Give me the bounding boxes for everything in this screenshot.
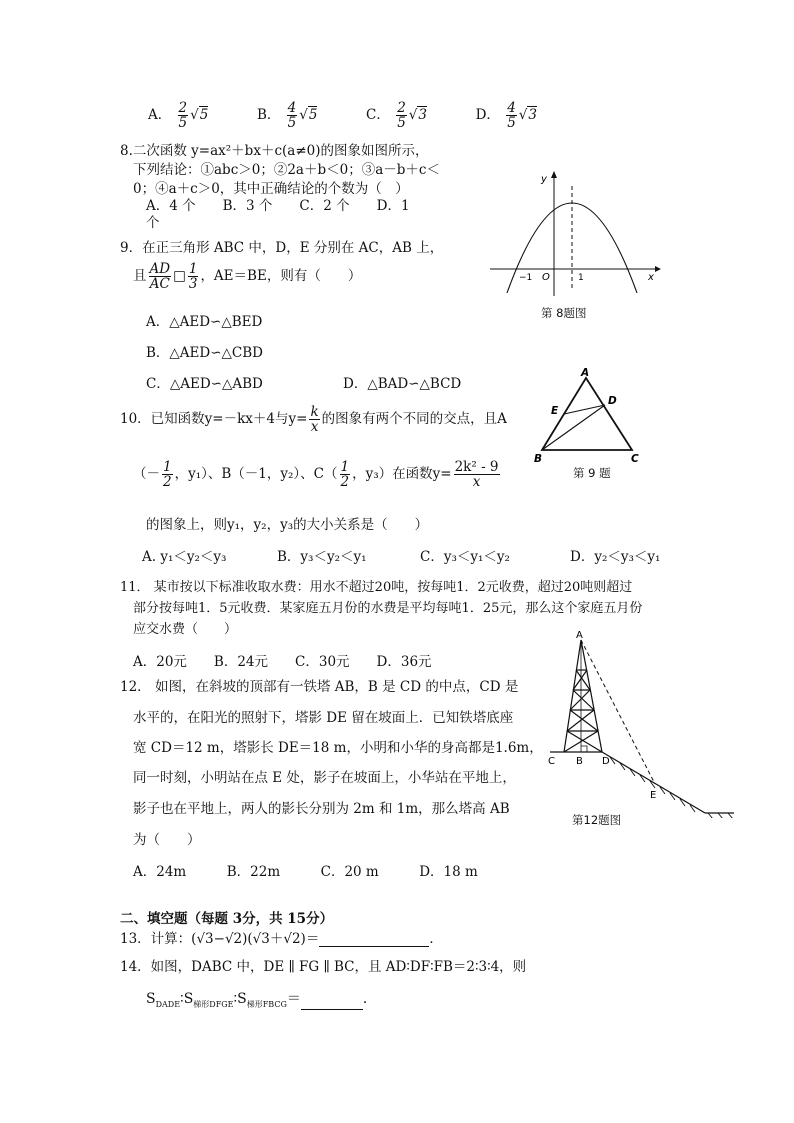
q10-k-over-x — [309, 405, 319, 434]
ratio-sep: ∶ — [233, 991, 238, 1007]
frac-den: 5 — [178, 115, 188, 132]
frac-num: 1 — [188, 261, 198, 277]
q9-pre: 且 — [133, 268, 147, 285]
origin-label: O — [542, 272, 550, 283]
tick-label-neg1: −1 — [519, 273, 533, 283]
q7-options — [148, 101, 537, 130]
q10-option-b: B．y₃＜y₂＜y₁ — [277, 549, 367, 565]
q9-box-glyph: □ — [173, 268, 186, 285]
q8-options-tail: 个 — [146, 215, 160, 231]
sqrt-sign: √ — [190, 107, 199, 124]
q7-option-d-label: D． — [475, 107, 500, 124]
frac-den: AC — [149, 276, 170, 293]
frac-num: 4 — [507, 100, 516, 116]
x-axis-label: x — [648, 272, 654, 283]
frac-den: x — [472, 474, 481, 491]
q10-option-c: C．y₃＜y₁＜y₂ — [420, 549, 510, 565]
y-axis-label: y — [541, 174, 547, 185]
q7-option-c-frac — [396, 101, 407, 130]
q8-line1: 8.二次函数 y=ax²＋bx＋c(a≠0)的图象如图所示， — [120, 143, 429, 159]
sqrt-sign: √ — [299, 107, 308, 124]
q12-tower-figure — [540, 628, 740, 818]
frac-den: 2 — [340, 474, 350, 491]
q9-line2 — [133, 262, 361, 291]
slope-line — [602, 752, 705, 813]
area-symbol: S — [146, 991, 156, 1007]
q10-option-d: D．y₂＜y₃＜y₁ — [570, 549, 661, 565]
q8-figure-caption: 第 8题图 — [541, 306, 587, 320]
vertex-e-label: E — [551, 405, 559, 417]
area-subscript-fbcg: 梯形FBCG — [246, 999, 287, 1009]
tick-label-1: 1 — [578, 273, 584, 283]
q7-option-a-frac — [178, 101, 189, 130]
q12-line4: 同一时刻，小明站在点 E 处，影子在坡面上，小华站在平地上， — [133, 770, 516, 786]
right-angle-mark — [581, 746, 587, 752]
area-subscript-dfge: 梯形DFGE — [193, 999, 234, 1009]
q10-line2 — [133, 460, 502, 489]
frac-den: 3 — [188, 276, 198, 293]
equals-sign: ＝ — [286, 991, 301, 1007]
q12-figure-caption: 第12题图 — [572, 813, 622, 827]
q12-line6: 为（ ） — [133, 832, 201, 848]
sqrt-sign: √ — [408, 107, 418, 124]
frac-num: 2k² - 9 — [454, 459, 499, 475]
q8-options: A．4 个 B．3 个 C．2 个 D．1 — [146, 198, 410, 214]
q10-part-b: ，y₁）、B（－1，y₂）、C（ — [174, 466, 338, 483]
q14-answer-blank[interactable] — [301, 1009, 363, 1010]
frac-den: 2 — [163, 474, 172, 491]
point-b-label: B — [576, 756, 583, 767]
frac-num: k — [310, 404, 319, 420]
q10-half-frac — [162, 460, 173, 489]
q9-figure-caption: 第 9 题 — [573, 466, 611, 480]
q9-value-frac — [188, 262, 199, 291]
q10-function-frac — [454, 460, 500, 489]
vertex-d-label: D — [608, 395, 617, 407]
q14-end: ． — [362, 991, 377, 1007]
sqrt-radicand: 5 — [308, 107, 318, 124]
q7-option-b-frac — [287, 101, 298, 130]
frac-den: 5 — [397, 115, 406, 132]
vertex-b-label: B — [534, 453, 543, 464]
q7-option-c-label: C． — [366, 107, 390, 124]
tower-structure — [564, 640, 602, 752]
frac-num: 4 — [287, 100, 297, 116]
point-d-label: D — [602, 756, 610, 767]
q8-line2: 下列结论：①abc＞0；②2a＋b＜0；③a－b＋c＜ — [133, 162, 440, 178]
q7-option-b-label: B． — [256, 107, 281, 124]
sqrt-radicand: 3 — [418, 107, 427, 124]
area-symbol: S — [183, 991, 194, 1007]
slope-hatching — [610, 757, 733, 818]
frac-num: 2 — [178, 100, 188, 116]
point-e-label: E — [650, 790, 657, 801]
q12-line3: 宽 CD＝12 m，塔影长 DE＝18 m，小明和小华的身高都是1.6m， — [133, 740, 543, 756]
frac-num: 2 — [397, 100, 406, 116]
q10-part-c: ，y₃）在函数y= — [352, 466, 452, 483]
q13-line — [120, 927, 443, 947]
q10-half-frac-2 — [340, 460, 351, 489]
q10-post: 的图象有两个不同的交点，且A — [321, 411, 507, 428]
point-a-label: A — [576, 630, 583, 641]
ratio-sep: ∶ — [180, 991, 184, 1007]
q11-line2: 部分按每吨1．5元收费．某家庭五月份的水费是平均每吨1．25元，那么这个家庭五月份 — [133, 601, 643, 616]
sqrt-sign: √ — [518, 107, 528, 124]
q10-line3: 的图象上，则y₁，y₂，y₃的大小关系是（ ） — [146, 517, 429, 533]
x-axis-arrow — [655, 266, 661, 272]
frac-den: x — [310, 419, 319, 436]
frac-den: 5 — [287, 115, 297, 132]
q11-line1: 11． 某市按以下标准收取水费：用水不超过20吨，按每吨1．2元收费，超过20吨则超过 — [120, 580, 633, 595]
q12-options: A．24m B．22m C．20 m D．18 m — [133, 864, 478, 880]
q13-answer-blank[interactable] — [319, 946, 429, 947]
q9-triangle-figure — [528, 364, 648, 464]
sqrt-radicand: 3 — [528, 107, 537, 124]
q7-option-d-frac — [506, 101, 517, 130]
y-axis-arrow — [551, 171, 557, 178]
q12-line5: 影子也在平地上，两人的影长分别为 2m 和 1m，那么塔高 AB — [133, 801, 510, 817]
q10-pre: 10．已知函数y=－kx＋4与y= — [120, 411, 308, 428]
frac-num: 1 — [340, 459, 350, 475]
q9-option-c: C．△AED∽△ABD — [146, 376, 263, 392]
point-c-label: C — [548, 756, 555, 767]
q7-option-a-label: A． — [148, 107, 172, 124]
q12-line2: 水平的，在阳光的照射下，塔影 DE 留在坡面上．已知铁塔底座 — [133, 710, 514, 726]
frac-num: 1 — [163, 459, 172, 475]
q9-line1: 9．在正三角形 ABC 中，D，E 分别在 AC，AB 上， — [120, 240, 444, 256]
q9-ratio-frac — [149, 262, 172, 291]
q10-option-a: A. y₁＜y₂＜y₃ — [142, 549, 227, 565]
q10-part-a: （－ — [133, 466, 160, 483]
q8-parabola-figure — [485, 168, 665, 300]
q9-option-b: B．△AED∽△CBD — [146, 345, 263, 361]
q13-text: 13．计算：(√3−√2)(√3＋√2)＝ — [120, 931, 320, 947]
q8-line3: 0；④a＋c＞0，其中正确结论的个数为（ ） — [133, 181, 409, 197]
q14-line2 — [146, 988, 377, 1010]
q11-options: A．20元 B．24元 C．30元 D．36元 — [133, 654, 432, 670]
q10-line1 — [120, 405, 507, 434]
section2-title: 二、填空题（每题 3分，共 15分） — [120, 911, 334, 927]
frac-num: AD — [149, 261, 171, 277]
q12-line1: 12． 如图，在斜坡的顶部有一铁塔 AB，B 是 CD 的中点，CD 是 — [120, 679, 519, 695]
q9-post: ，AE＝BE，则有（ ） — [200, 268, 362, 285]
area-subscript-ade: DADE — [155, 999, 181, 1009]
q9-option-a: A．△AED∽△BED — [146, 314, 263, 330]
vertex-c-label: C — [631, 453, 639, 464]
area-symbol: S — [237, 991, 247, 1007]
q14-line1: 14．如图，DABC 中，DE ∥ FG ∥ BC，且 AD∶DF∶FB＝2∶3∶4，则 — [120, 959, 527, 975]
q11-line3: 应交水费（ ） — [133, 622, 238, 637]
sqrt-radicand: 5 — [199, 107, 209, 124]
q9-option-d: D．△BAD∽△BCD — [343, 376, 462, 392]
vertex-a-label: A — [581, 367, 590, 379]
q13-end: ． — [429, 931, 443, 947]
frac-den: 5 — [507, 115, 516, 132]
